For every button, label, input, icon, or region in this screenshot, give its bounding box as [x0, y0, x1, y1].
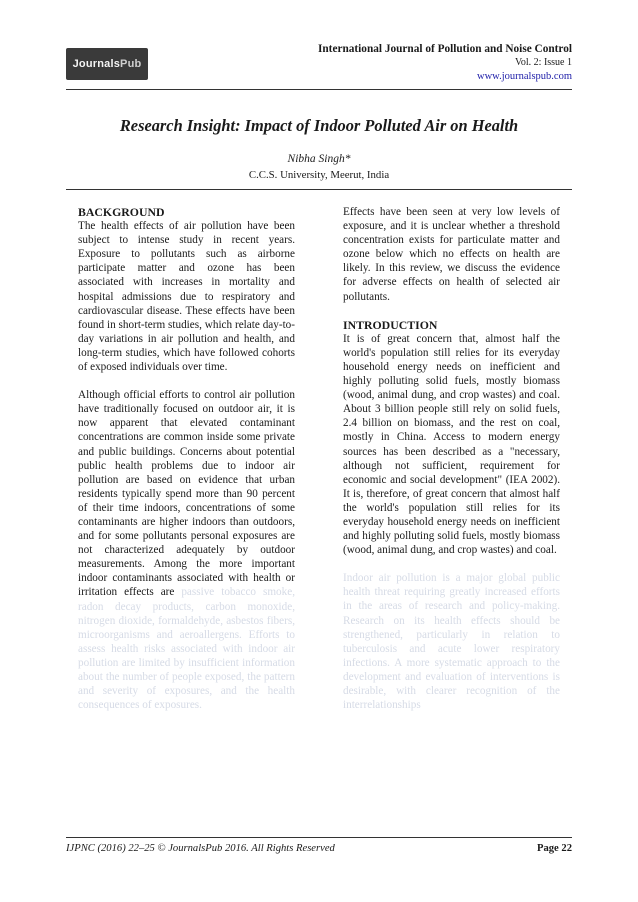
footer-citation: IJPNC (2016) 22–25 © JournalsPub 2016. All Rights Reserved: [66, 843, 335, 854]
title-divider: [66, 189, 572, 190]
background-heading: BACKGROUND: [78, 205, 165, 219]
introduction-paragraph-2-faded: Indoor air pollution is a major global public health threat requiring greatly increased efforts in the areas of research and policy-making. Research on its health effects should be strengthened, particularly in relation to tuberculosis and acute lower respiratory infections. A more systematic approach to the development and evaluation of interventions is desirable, with clearer recognition of the interrelationships: [343, 572, 560, 712]
introduction-paragraph-1: It is of great concern that, almost half the world's population still relies for its everyday household energy needs on inefficient and highly polluting solid fuels, mostly biomass (wood, animal dung, and crop wastes) and coal. About 3 billion people still rely on solid fuels, 2.4 billion on biomass, and the rest on coal, mostly in China. Access to modern energy sources has been described as a "necessary, although not sufficient, requirement for economic and social development" (IEA 2002). It is, therefore, of great concern that almost half the world's population still relies for its everyday household energy needs on inefficient and highly polluting solid fuels, mostly biomass (wood, animal dung, and crop wastes) and coal.: [343, 332, 560, 557]
article-author: Nibha Singh*: [287, 153, 351, 165]
journal-volume: Vol. 2: Issue 1: [514, 57, 572, 68]
author-affiliation: C.C.S. University, Meerut, India: [248, 169, 390, 181]
left-column: [78, 205, 295, 726]
page-footer: [66, 843, 572, 854]
journal-logo: [66, 48, 148, 80]
faded-text: passive tobacco smoke, radon decay products, carbon monoxide, nitrogen dioxide, formaldehyde, asbestos fibers, microorganisms and aeroallergens. Efforts to assess health risks associated with indoor air pollution are limited by insufficient information about the number of people exposed, the pattern and severity of exposures, and the health consequences of exposures.: [78, 586, 295, 712]
header-divider: [66, 89, 572, 90]
page-number: Page 22: [536, 843, 572, 854]
journal-website-link[interactable]: www.journalspub.com: [477, 71, 572, 82]
article-title: Research Insight: Impact of Indoor Polluted Air on Health: [119, 116, 519, 135]
logo-text: JournalsPub: [72, 58, 142, 70]
background-paragraph-3: Effects have been seen at very low levels of exposure, and it is unclear whether a threshold concentration exists for particulate matter and ozone below which no effects on health are likely. In this review, we discuss the evidence for adverse effects on health of selected air pollutants.: [343, 206, 560, 303]
journal-name: International Journal of Pollution and Noise Control: [318, 43, 572, 55]
background-paragraph-2: Although official efforts to control air pollution have traditionally focused on outdoor air, it is now apparent that elevated contaminant concentrations are common inside some private and public buildings. Concerns about potential public health problems due to indoor air pollution are based on evidence that urban residents typically spend more than 90 percent of their time indoors, concentrations of some contaminants are higher indoors than outdoors, and for some pollutants personal exposures are not characterized adequately by outdoor measurements. Among the more important indoor contaminants associated with health or irritation effects are passive tobacco smoke, radon decay products, carbon monoxide, nitrogen dioxide, formaldehyde, asbestos fibers, microorganisms and aeroallergens. Efforts to assess health risks associated with indoor air pollution are limited by insufficient information about the number of people exposed, the pattern and severity of exposures, and the health consequences of exposures.: [78, 389, 295, 712]
footer-divider: [66, 837, 572, 838]
background-paragraph-1: The health effects of air pollution have been subject to intense study in recent years. Exposure to pollutants such as airborne participate matter and ozone has been associated with increases in mortality and hospital admissions due to respiratory and cardiovascular disease. These effects have been found in short-term studies, which relate day-to-day variations in air pollution and health, and long-term studies, which have followed cohorts of exposed individuals over time.: [78, 220, 295, 374]
journal-header: [318, 42, 572, 84]
introduction-heading: INTRODUCTION: [343, 317, 438, 332]
right-column: [343, 205, 560, 726]
